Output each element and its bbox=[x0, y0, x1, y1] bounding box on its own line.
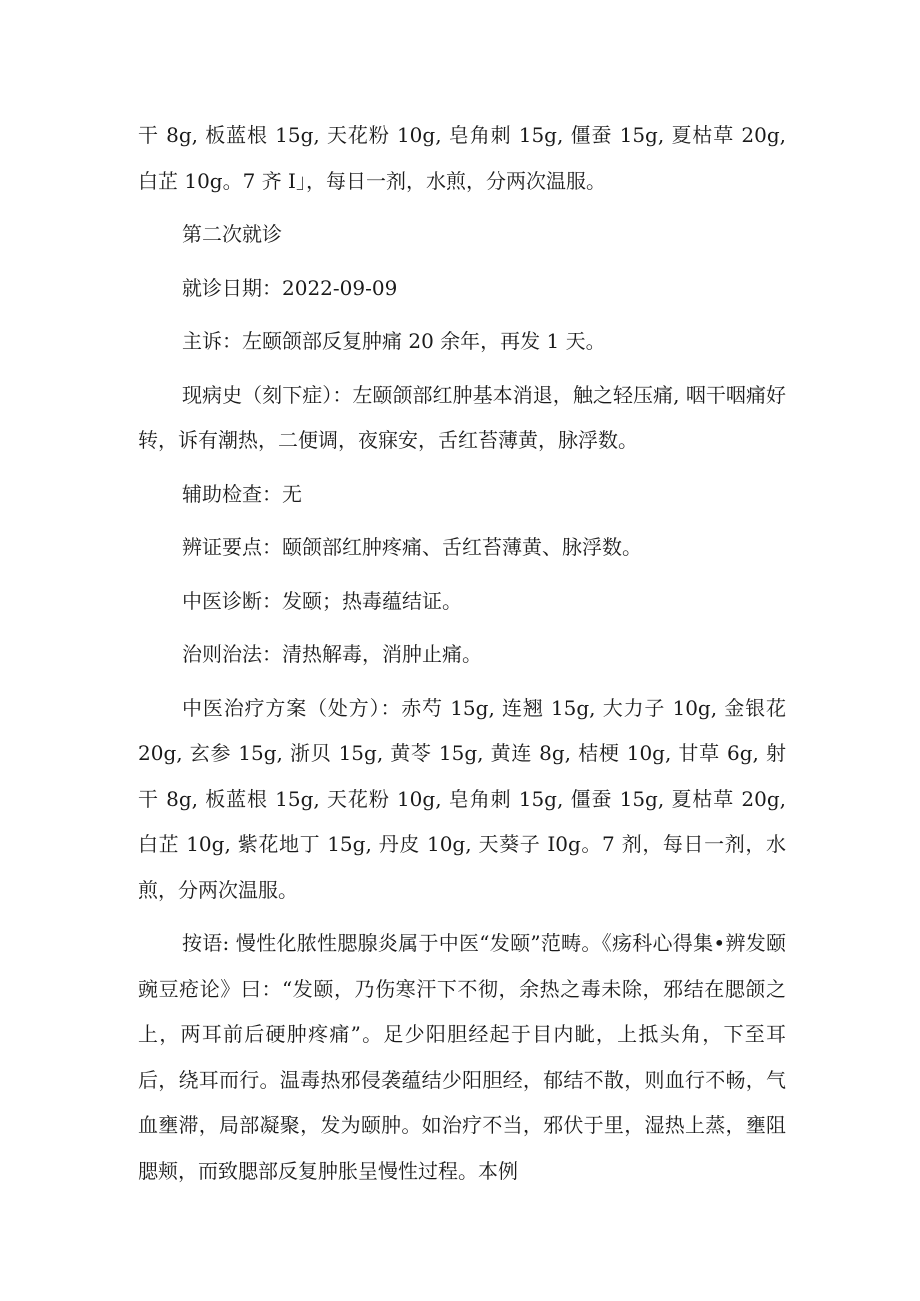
paragraph-second-visit-heading: 第二次就诊 bbox=[182, 222, 282, 246]
paragraph-diagnostic-points: 辨证要点：颐颌部红肿疼痛、舌红苔薄黄、脉浮数。 bbox=[182, 535, 642, 559]
paragraph-visit-date: 就诊日期：2022-09-09 bbox=[182, 275, 398, 300]
paragraph-present-illness: 现病史（刻下症）：左颐颌部红肿基本消退，触之轻压痛, 咽干咽痛好转，诉有潮热，二便调，夜寐安，舌红苔薄黄，脉浮数。 bbox=[138, 382, 786, 452]
paragraph-treatment-principle: 治则治法：清热解毒，消肿止痛。 bbox=[182, 642, 482, 666]
paragraph-prescription-continued: 干 8g, 板蓝根 15g, 天花粉 10g, 皂角刺 15g, 僵蚕 15g, 夏枯草 20g, 白芷 10g。7 齐 I」，每日一剂，水煎，分两次温服。 bbox=[138, 123, 786, 193]
paragraph-auxiliary-exam: 辅助检查：无 bbox=[182, 481, 302, 506]
paragraph-commentary: 按语: 慢性化脓性腮腺炎属于中医“发颐”范畴。《疡科心得集•辨发颐豌豆疮论》曰：“发颐，乃伤寒汗下不彻，余热之毒未除，邪结在腮颌之上，两耳前后硬肿疼痛”。足少阳胆经起于目内眦，上抵头角，下至耳后，绕耳而行。温毒热邪侵袭蕴结少阳胆经，郁结不散，则血行不畅，气血壅滞，局部凝聚，发为颐肿。如治疗不当，邪伏于里，湿热上蒸，壅阻腮颊，而致腮部反复肿胀呈慢性过程。本例 bbox=[138, 931, 786, 1183]
paragraph-treatment-plan: 中医治疗方案（处方）：赤芍 15g, 连翘 15g, 大力子 10g, 金银花 20g, 玄参 15g, 浙贝 15g, 黄苓 15g, 黄连 8g, 桔梗 10g, 甘草 6g, 射干 8g, 板蓝根 15g, 天花粉 10g, 皂角刺 15g, 僵蚕 15g, 夏枯草 20g, 白芷 10g, 紫花地丁 15g, 丹皮 10g, 天葵子 I0g。7 剂，每日一剂，水煎，分两次温服。 bbox=[138, 695, 786, 902]
paragraph-tcm-diagnosis: 中医诊断：发颐；热毒蕴结证。 bbox=[182, 588, 462, 613]
document-body bbox=[138, 113, 786, 1202]
paragraph-chief-complaint: 主诉：左颐颌部反复肿痛 20 余年，再发 1 天。 bbox=[182, 329, 606, 353]
